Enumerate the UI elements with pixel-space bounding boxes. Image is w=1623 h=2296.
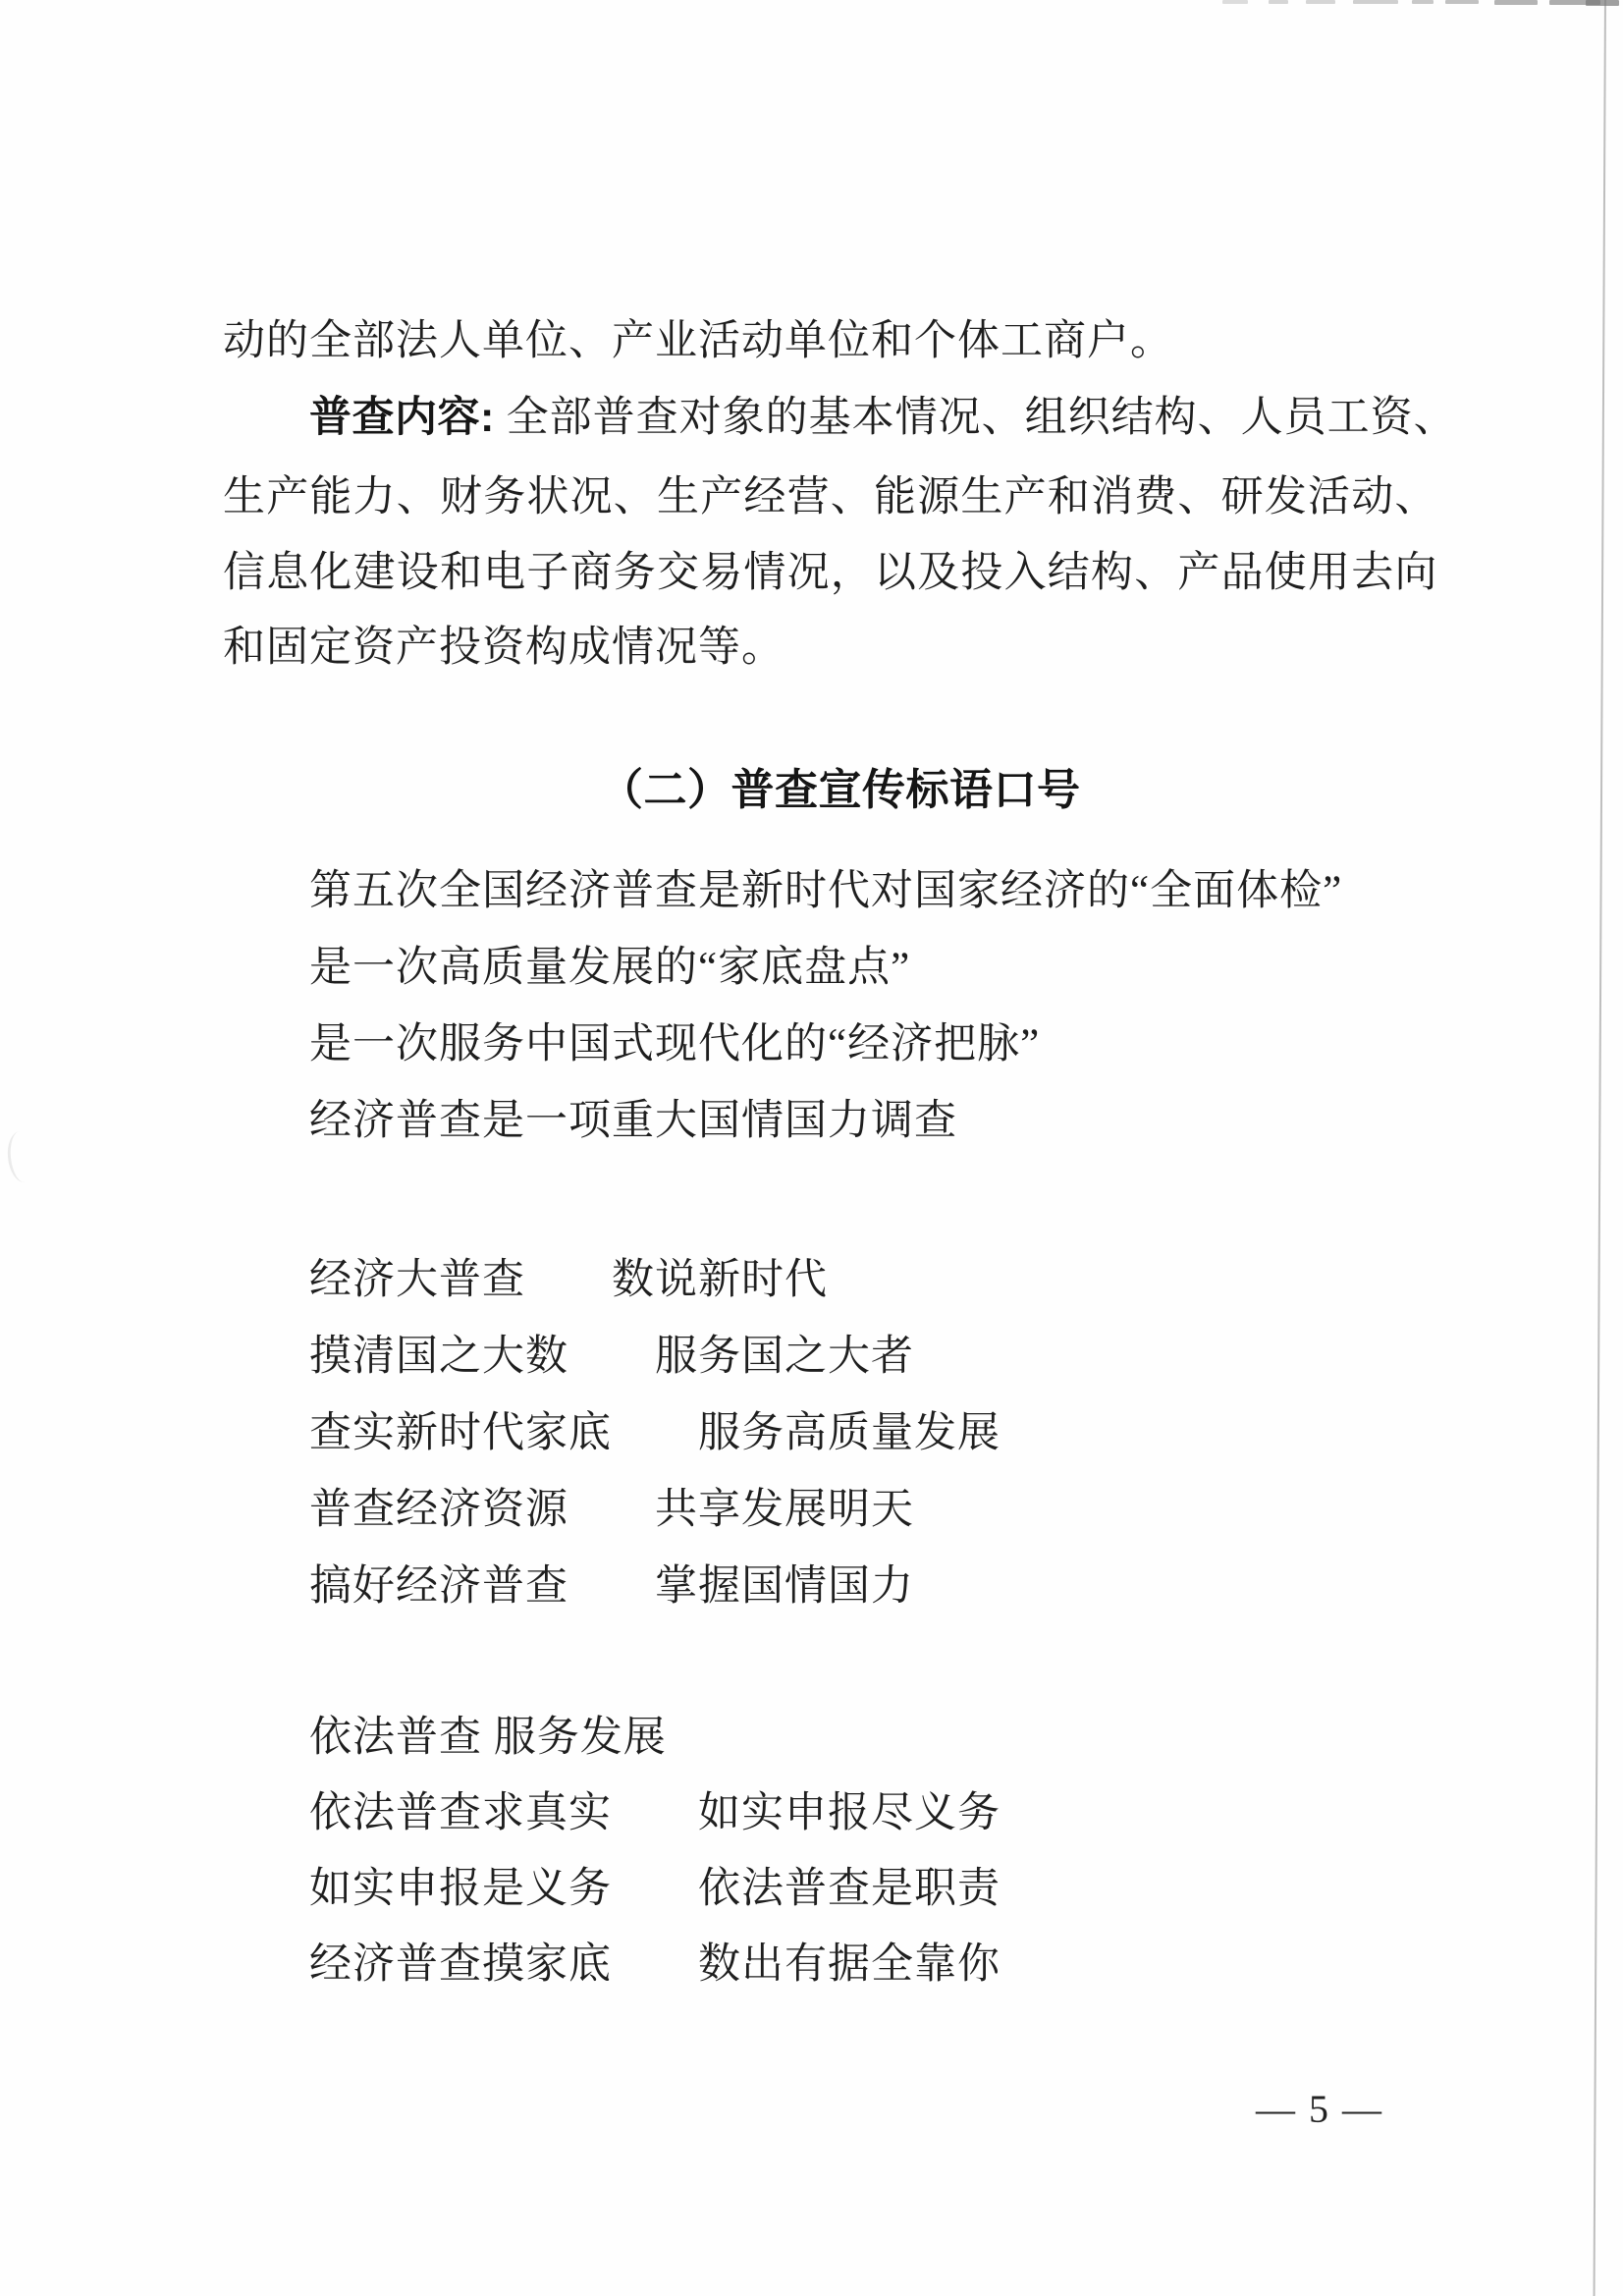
body-line-4: 信息化建设和电子商务交易情况，以及投入结构、产品使用去向 — [223, 550, 1438, 596]
slogan-line: 查实新时代家底 服务高质量发展 — [309, 1410, 1001, 1456]
slogan-line: 第五次全国经济普查是新时代对国家经济的“全面体检” — [309, 868, 1343, 914]
slogan-line: 经济普查是一项重大国情国力调查 — [309, 1098, 957, 1144]
body-line-3: 生产能力、财务状况、生产经营、能源生产和消费、研发活动、 — [223, 474, 1438, 520]
right-edge-scan-line — [1594, 0, 1606, 2296]
body-line-1: 动的全部法人单位、产业活动单位和个体工商户。 — [223, 318, 1173, 364]
slogan-line: 经济普查摸家底 数出有据全靠你 — [309, 1941, 1001, 1988]
census-content-text: 全部普查对象的基本情况、组织结构、人员工资、 — [494, 395, 1457, 441]
slogan-line: 依法普查 服务发展 — [309, 1715, 667, 1761]
slogan-line: 如实申报是义务 依法普查是职责 — [309, 1866, 1001, 1912]
slogan-line: 依法普查求真实 如实申报尽义务 — [309, 1790, 1001, 1836]
left-margin-scan-mark — [5, 1130, 38, 1184]
body-line-5: 和固定资产投资构成情况等。 — [223, 625, 784, 671]
slogan-line: 搞好经济普查 掌握国情国力 — [309, 1563, 914, 1610]
slogan-line: 是一次服务中国式现代化的“经济把脉” — [309, 1021, 1041, 1067]
slogan-line: 摸清国之大数 服务国之大者 — [309, 1334, 914, 1380]
slogan-line: 是一次高质量发展的“家底盘点” — [309, 945, 911, 991]
section-heading: （二）普查宣传标语口号 — [600, 766, 1081, 814]
page-number: — 5 — — [1256, 2087, 1383, 2131]
body-line-2 — [309, 395, 1457, 441]
slogan-line: 经济大普查 数说新时代 — [309, 1257, 828, 1303]
slogan-line: 普查经济资源 共享发展明天 — [309, 1487, 914, 1533]
census-content-label: 普查内容: — [309, 394, 495, 441]
